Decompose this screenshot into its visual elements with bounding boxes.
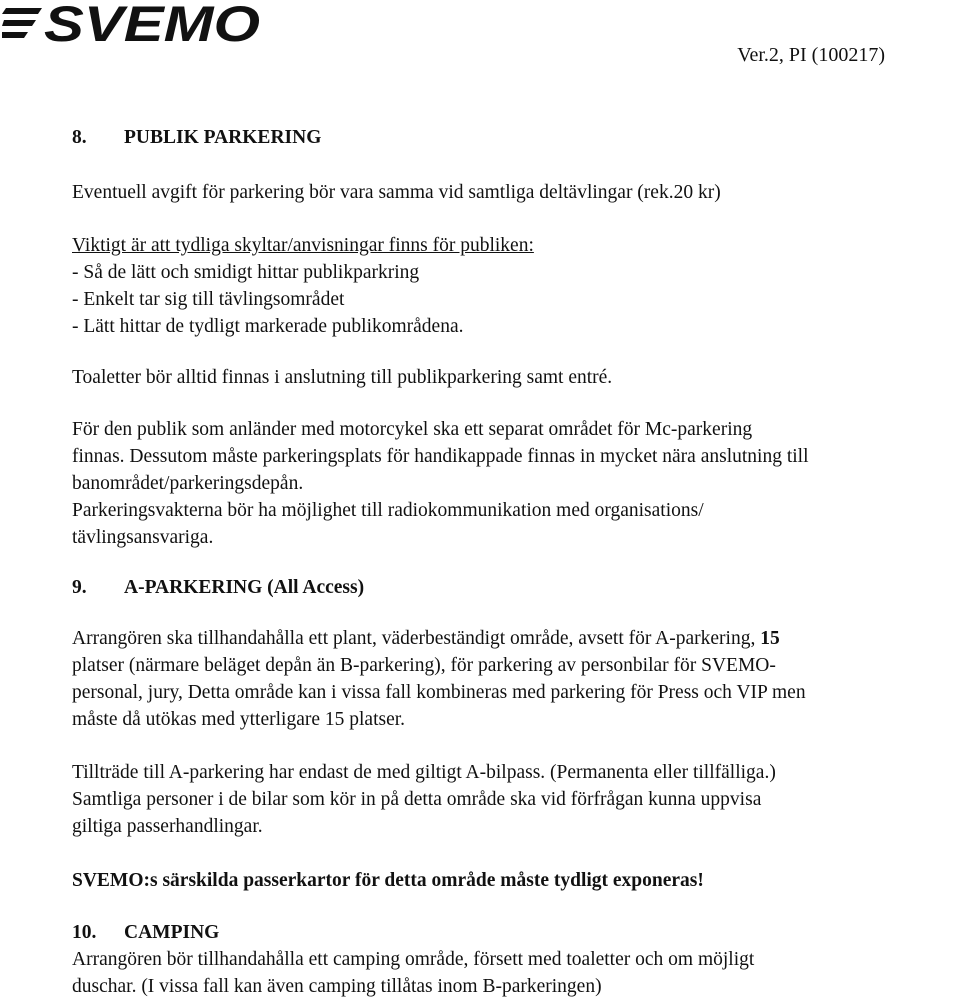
guard-paragraph-line: tävlingsansvariga. <box>72 527 214 548</box>
section-number: 10. <box>72 922 97 943</box>
version-label: Ver.2, PI (100217) <box>737 44 885 66</box>
access-paragraph-line: Samtliga personer i de bilar som kör in på detta område ska vid förfrågan kunna uppvisa <box>72 789 762 810</box>
bullet-item: - Så de lätt och smidigt hittar publikparkring <box>72 262 420 283</box>
access-paragraph-line: giltiga passerhandlingar. <box>72 816 263 837</box>
bullet-item: - Enkelt tar sig till tävlingsområdet <box>72 289 345 310</box>
section-title: CAMPING <box>124 922 220 943</box>
logo-wordmark: SVEMO <box>44 0 261 46</box>
a-parking-count: 15 <box>760 628 780 649</box>
a-parking-paragraph-line: platser (närmare beläget depån än B-parkering), för parkering av personbilar för SVEMO- <box>72 655 776 676</box>
signs-heading: Viktigt är att tydliga skyltar/anvisningar finns för publiken: <box>72 235 534 256</box>
a-parking-paragraph-line <box>72 625 780 652</box>
access-paragraph-line: Tillträde till A-parkering har endast de med giltigt A-bilpass. (Permanenta eller tillfälliga.) <box>72 762 776 783</box>
section-number: 8. <box>72 127 87 148</box>
mc-paragraph-line: banområdet/parkeringsdepån. <box>72 473 304 494</box>
mc-paragraph-line: För den publik som anländer med motorcykel ska ett separat området för Mc-parkering <box>72 419 753 440</box>
camping-paragraph-line: duschar. (I vissa fall kan även camping tillåtas inom B-parkeringen) <box>72 976 602 997</box>
a-parking-text: Arrangören ska tillhandahålla ett plant, väderbeständigt område, avsett för A-parkering, <box>72 628 761 649</box>
mc-paragraph-line: finnas. Dessutom måste parkeringsplats för handikappade finnas in mycket nära anslutning till <box>72 446 809 467</box>
guard-paragraph-line: Parkeringsvakterna bör ha möjlighet till radiokommunikation med organisations/ <box>72 500 704 521</box>
section-10-heading <box>72 919 219 946</box>
svemo-logo <box>2 0 264 46</box>
fee-paragraph: Eventuell avgift för parkering bör vara samma vid samtliga deltävlingar (rek.20 kr) <box>72 182 721 203</box>
section-number: 9. <box>72 577 87 598</box>
pass-card-emphasis: SVEMO:s särskilda passerkartor för detta område måste tydligt exponeras! <box>72 870 704 891</box>
section-title: PUBLIK PARKERING <box>124 127 322 148</box>
section-8-heading <box>72 124 321 151</box>
section-9-heading <box>72 574 364 601</box>
camping-paragraph-line: Arrangören bör tillhandahålla ett camping område, försett med toaletter och om möjligt <box>72 949 755 970</box>
toilets-paragraph: Toaletter bör alltid finnas i anslutning till publikparkering samt entré. <box>72 367 613 388</box>
a-parking-paragraph-line: personal, jury, Detta område kan i vissa fall kombineras med parkering för Press och VIP men <box>72 682 806 703</box>
section-title: A-PARKERING (All Access) <box>124 577 365 598</box>
bullet-item: - Lätt hittar de tydligt markerade publikområdena. <box>72 316 464 337</box>
a-parking-paragraph-line: måste då utökas med ytterligare 15 platser. <box>72 709 406 730</box>
